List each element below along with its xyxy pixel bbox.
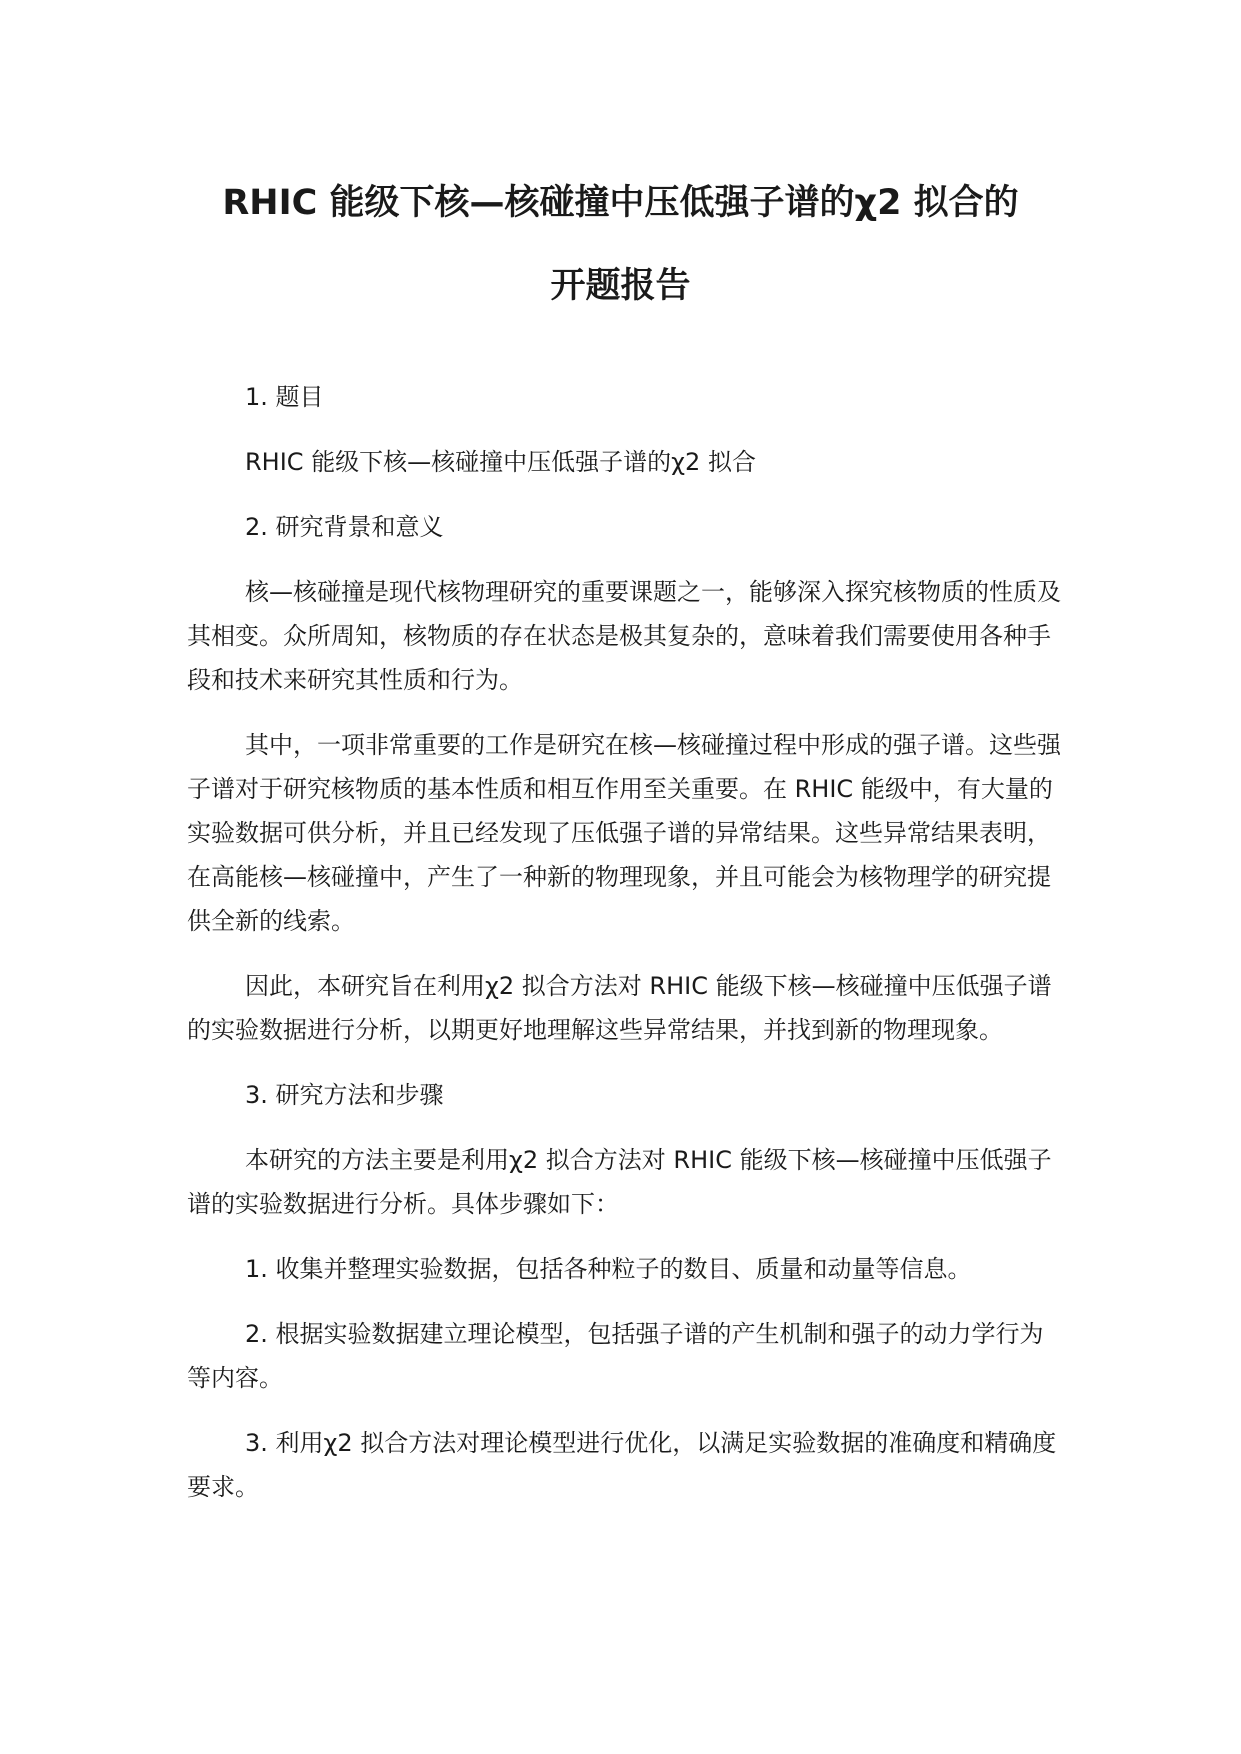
document-body: [187, 375, 1067, 1509]
paragraph-topic: RHIC 能级下核—核碰撞中压低强子谱的χ2 拟合: [245, 448, 756, 476]
paragraph-methods-intro: 本研究的方法主要是利用χ2 拟合方法对 RHIC 能级下核—核碰撞中压低强子谱的实验数据进行分析。具体步骤如下：: [187, 1146, 1052, 1218]
document-title-line-2: 开题报告: [550, 266, 691, 306]
section-heading-methods: 3. 研究方法和步骤: [245, 1081, 444, 1109]
list-item-step-1: 1. 收集并整理实验数据，包括各种粒子的数目、质量和动量等信息。: [245, 1255, 972, 1283]
section-heading-topic: 1. 题目: [245, 383, 324, 411]
list-item-step-2: 2. 根据实验数据建立理论模型，包括强子谱的产生机制和强子的动力学行为等内容。: [187, 1320, 1044, 1392]
list-item-step-3: 3. 利用χ2 拟合方法对理论模型进行优化，以满足实验数据的准确度和精确度要求。: [187, 1429, 1057, 1501]
paragraph-background-2: 其中，一项非常重要的工作是研究在核—核碰撞过程中形成的强子谱。这些强子谱对于研究核物质的基本性质和相互作用至关重要。在 RHIC 能级中，有大量的实验数据可供分析，并且已经发现了压低强子谱的异常结果。这些异常结果表明，在高能核—核碰撞中，产生了一种新的物理现象，并且可能会为核物理学的研究提供全新的线索。: [187, 731, 1061, 935]
paragraph-background-1: 核—核碰撞是现代核物理研究的重要课题之一，能够深入探究核物质的性质及其相变。众所周知，核物质的存在状态是极其复杂的，意味着我们需要使用各种手段和技术来研究其性质和行为。: [187, 578, 1061, 694]
paragraph-background-3: 因此，本研究旨在利用χ2 拟合方法对 RHIC 能级下核—核碰撞中压低强子谱的实验数据进行分析，以期更好地理解这些异常结果，并找到新的物理现象。: [187, 972, 1052, 1044]
document-title-line-1: RHIC 能级下核—核碰撞中压低强子谱的χ2 拟合的: [222, 183, 1019, 223]
section-heading-background: 2. 研究背景和意义: [245, 513, 444, 541]
